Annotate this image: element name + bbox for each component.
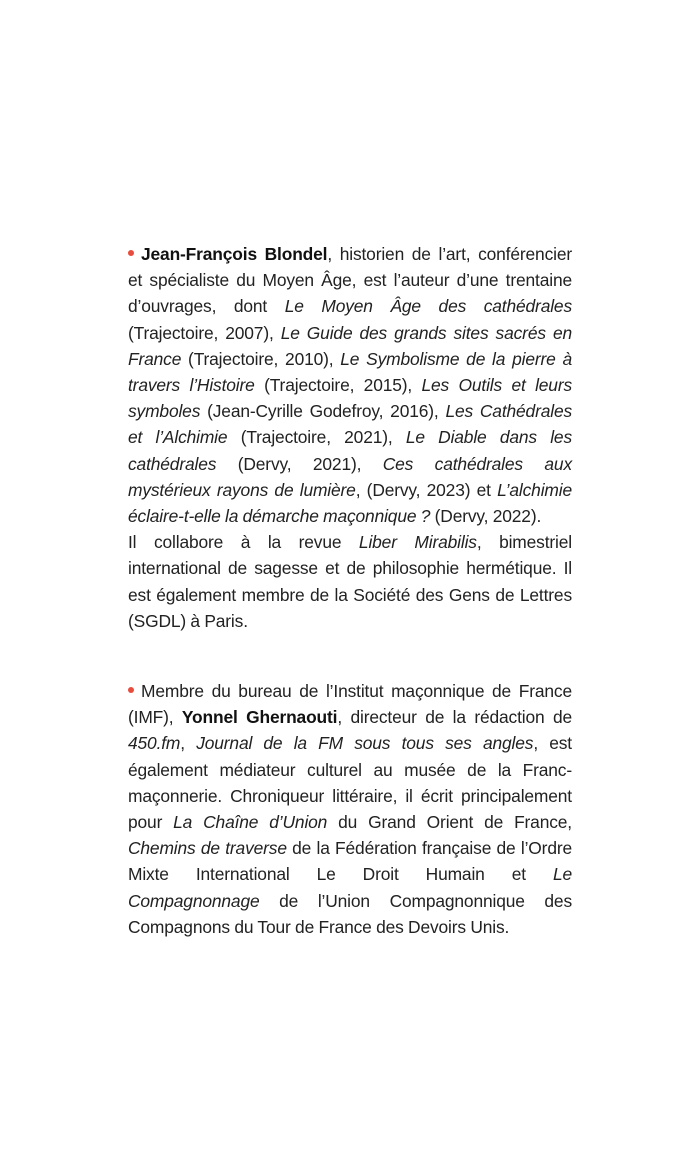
author-name: Yonnel Ghernaouti bbox=[181, 707, 338, 728]
bio-paragraph bbox=[128, 529, 572, 634]
book-title: L’alchimie éclaire-t-elle la démarche maçonnique ? bbox=[128, 479, 572, 527]
bio-text: (Jean-Cyrille Godefroy, 2016), bbox=[200, 401, 446, 422]
bio-paragraph bbox=[128, 241, 572, 529]
bio-text: , (Dervy, 2023) et bbox=[355, 479, 498, 500]
bio-text: (Trajectoire, 2015), bbox=[254, 375, 422, 396]
publication-title: 450.fm bbox=[128, 733, 181, 754]
book-title: Les Outils et leurs symboles bbox=[128, 375, 573, 422]
book-title: Le Guide des grands sites sacrés en France bbox=[128, 322, 572, 369]
author-name: Jean-François Blondel bbox=[141, 244, 328, 264]
publication-title: Le Compagnonnage bbox=[128, 864, 572, 911]
publication-title: Chemins de traverse bbox=[128, 838, 287, 859]
bio-text: Membre du bureau de l’Institut maçonnique de France (IMF), bbox=[128, 681, 572, 728]
book-title: Le Diable dans les cathédrales bbox=[128, 427, 573, 474]
bio-text: (Trajectoire, 2010), bbox=[181, 348, 341, 369]
bullet-icon bbox=[128, 250, 134, 256]
bio-text: , historien de l’art, conférencier et spécialiste du Moyen Âge, est l’auteur d’une trentaine d’ouvrages, dont bbox=[128, 244, 572, 317]
book-title: Les Cathédrales et l’Alchimie bbox=[128, 401, 573, 448]
book-title: Ces cathédrales aux mystérieux rayons de lumière bbox=[128, 453, 572, 500]
bio-text: (Trajectoire, 2007), bbox=[128, 322, 281, 343]
publication-title: Journal de la FM sous tous ses angles bbox=[196, 733, 534, 754]
bio-text: , est également médiateur culturel au musée de la Franc-maçonnerie. Chroniqueur littéraire, il écrit principalement pour bbox=[128, 733, 572, 833]
publication-title: La Chaîne d’Union bbox=[173, 812, 328, 833]
bio-text: (Dervy, 2021), bbox=[216, 453, 383, 474]
author-bio-ghernaouti bbox=[128, 678, 572, 940]
bio-paragraph bbox=[128, 678, 572, 940]
bio-text: Il collabore à la revue bbox=[128, 532, 359, 553]
bio-text: de la Fédération française de l’Ordre Mixte International Le Droit Humain et bbox=[128, 838, 573, 885]
author-bio-blondel bbox=[128, 241, 572, 634]
publication-title: Liber Mirabilis bbox=[358, 532, 477, 553]
bio-text: (Dervy, 2022). bbox=[430, 506, 542, 527]
book-title: Le Symbolisme de la pierre à travers l’Histoire bbox=[128, 348, 572, 396]
bio-text: de l’Union Compagnonnique des Compagnons du Tour de France des Devoirs Unis. bbox=[128, 890, 572, 937]
bio-text: , bbox=[180, 733, 197, 754]
bio-text: , bimestriel international de sagesse et de philosophie hermétique. Il est également membre de la Société des Gens de Lettres (SGDL) à Paris. bbox=[128, 532, 572, 631]
bio-text: (Trajectoire, 2021), bbox=[227, 427, 406, 448]
bio-text: du Grand Orient de France, bbox=[327, 812, 572, 833]
bio-text: , directeur de la rédaction de bbox=[337, 707, 572, 728]
bullet-icon bbox=[128, 687, 134, 693]
book-title: Le Moyen Âge des cathédrales bbox=[284, 296, 572, 317]
